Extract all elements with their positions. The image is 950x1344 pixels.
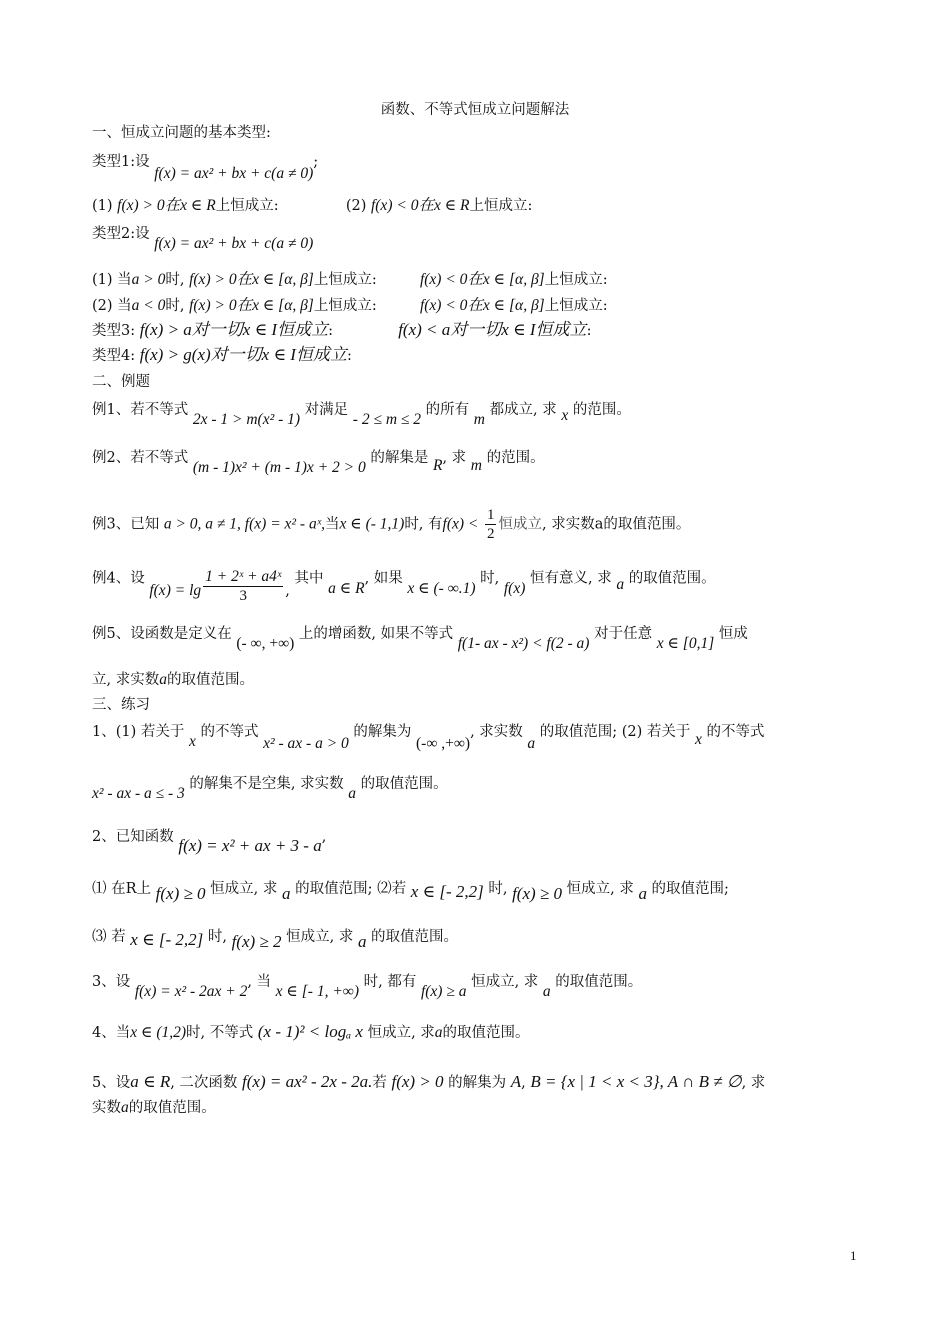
practice-2-part-3: ⑶ 若 x ∈ [- 2,2] 时, f(x) ≥ 2 恒成立, 求 a 的取值范围。 [92,929,459,951]
practice-2-parts-1-2: ⑴ 在R上 f(x) ≥ 0 恒成立, 求 a 的取值范围; ⑵若 x ∈ [- 2,2] 时, f(x) ≥ 0 恒成立, 求 a 的取值范围; [92,881,729,903]
type3: 类型3: f(x) > a对一切x ∈ I恒成立: f(x) < a对一切x ∈ I恒成立: [92,320,592,339]
section-heading-basic-types: 一、恒成立问题的基本类型: [92,125,271,141]
example-4: 例4、设 f(x) = lg $\frac{\text{1 + 2ˣ + a4ˣ}}{3}$ , 其中 a ∈ R, 如果 x ∈ (- ∞.1) 时, f(x) 恒有意义, 求 a 的取值范围。 [92,568,716,604]
type2-definition: 类型2:设 f(x) = ax² + bx + c(a ≠ 0) [92,226,314,252]
type2-case1: (1) 当a > 0时, f(x) > 0在x ∈ [α, β]上恒成立: f(x) < 0在x ∈ [α, β]上恒成立: [92,271,608,288]
practice-1: 1、(1) 若关于 x 的不等式 x² - ax - a > 0 的解集为 (-∞ ,+∞), 求实数 a 的取值范围; (2) 若关于 x 的不等式 [92,724,765,752]
section-heading-examples: 二、例题 [92,374,150,390]
type2-case2: (2) 当a < 0时, f(x) > 0在x ∈ [α, β]上恒成立: f(x) < 0在x ∈ [α, β]上恒成立: [92,297,608,314]
type1-function: f(x) = ax² + bx + c(a ≠ 0) [154,165,314,182]
practice-5: 5、设a ∈ R, 二次函数 f(x) = ax² - 2x - 2a.若 f(x) > 0 的解集为 A, B = {x | 1 < x < 3}, A ∩ B ≠ ∅, 求 [92,1072,766,1091]
type4: 类型4: f(x) > g(x)对一切x ∈ I恒成立: [92,345,352,364]
practice-2: 2、已知函数 f(x) = x² + ax + 3 - a, [92,829,327,855]
type1-definition: 类型1:设 f(x) = ax² + bx + c(a ≠ 0); [92,154,319,182]
example-2: 例2、若不等式 (m - 1)x² + (m - 1)x + 2 > 0 的解集是 R, 求 m 的范围。 [92,450,545,476]
example-5-cont: 立, 求实数a的取值范围。 [92,671,254,688]
page-title: 函数、不等式恒成立问题解法 [380,102,570,118]
practice-4: 4、当x ∈ (1,2)时, 不等式 (x - 1)² < logₐ x 恒成立, 求a的取值范围。 [92,1022,530,1041]
practice-1-cont: x² - ax - a ≤ - 3 的解集不是空集, 求实数 a 的取值范围。 [92,776,448,802]
type1-case2-math: f(x) < 0在x ∈ R [370,197,470,214]
practice-3: 3、设 f(x) = x² - 2ax + 2, 当 x ∈ [- 1, +∞) 时, 都有 f(x) ≥ a 恒成立, 求 a 的取值范围。 [92,974,643,1000]
section-heading-practice: 三、练习 [92,697,150,713]
type2-function: f(x) = ax² + bx + c(a ≠ 0) [154,235,314,252]
fraction-lg-argument: $\frac{\text{1 + 2ˣ + a4ˣ}}{3}$ [205,568,282,604]
type1-case1-math: f(x) > 0在x ∈ R [117,197,216,214]
example-3: 例3、已知 a > 0, a ≠ 1, f(x) = x² - aˣ,当x ∈ (- 1,1)时, 有f(x) < $\frac{1}{2}$ 恒成立, 求实数a的取值范围。 [92,507,691,542]
example-1: 例1、若不等式 2x - 1 > m(x² - 1) 对满足 - 2 ≤ m ≤ 2 的所有 m 都成立, 求 x 的范围。 [92,402,631,428]
fraction-one-half: $\frac{1}{2}$ [486,507,495,542]
example-5: 例5、设函数是定义在 (- ∞, +∞) 上的增函数, 如果不等式 f(1- ax - x²) < f(2 - a) 对于任意 x ∈ [0,1] 恒成 [92,626,748,652]
practice-5-cont: 实数a的取值范围。 [92,1099,216,1116]
page-number: 1 [850,1248,857,1263]
type1-cases: (1) f(x) > 0在x ∈ R上恒成立: (2) f(x) < 0在x ∈ R上恒成立: [92,197,533,214]
